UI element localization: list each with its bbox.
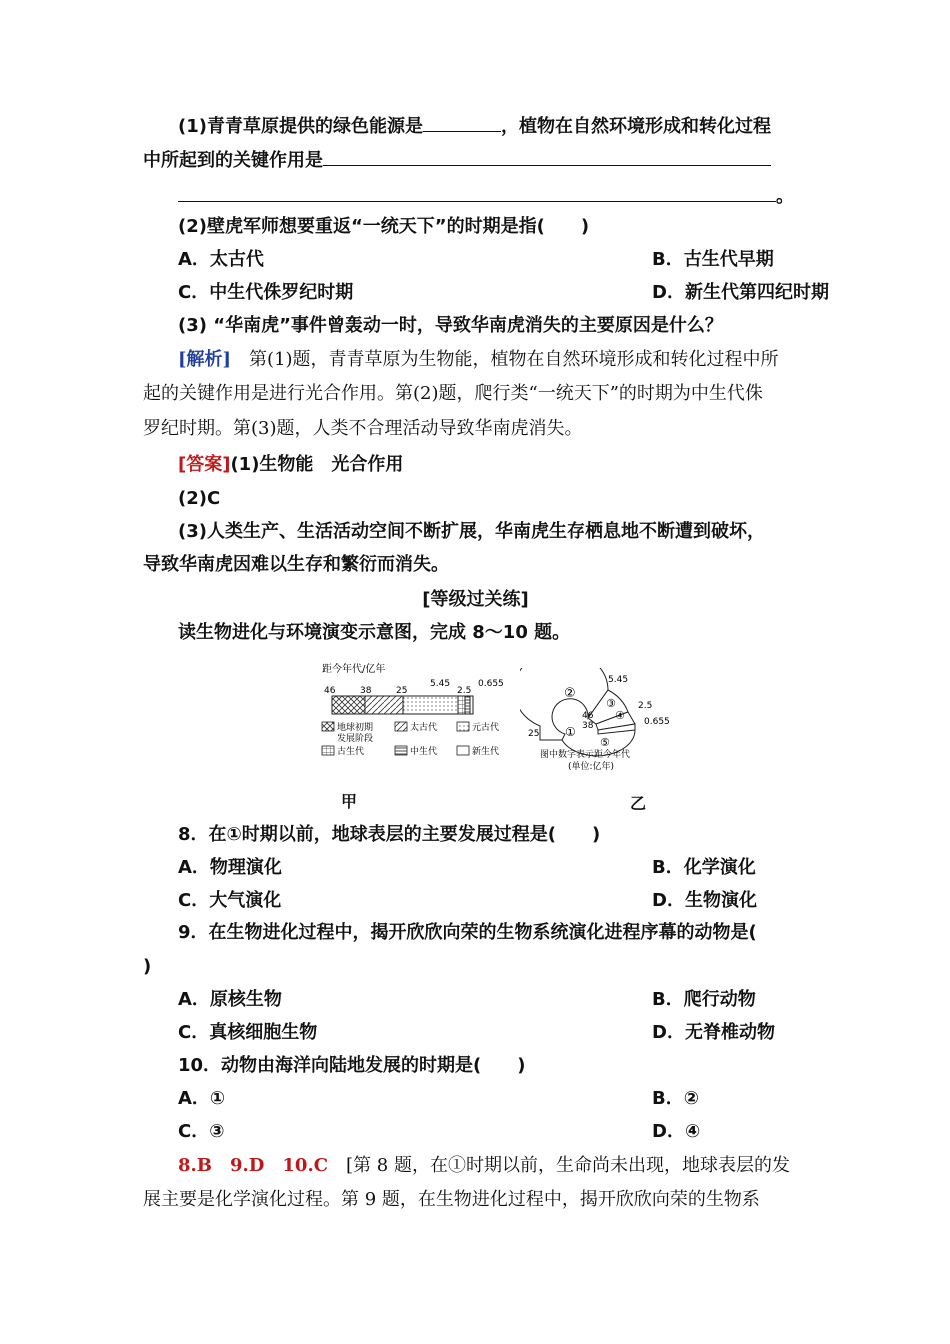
jia-legend — [322, 721, 499, 757]
q1-text: (1)青青草原提供的绿色能源是 — [178, 116, 423, 137]
answer-text: (1)生物能 光合作用 — [230, 454, 404, 475]
yi-num-38: 38 — [582, 721, 594, 731]
q8-options-row1 — [178, 855, 808, 881]
q1-text: 。 — [776, 186, 794, 207]
q1-line2 — [143, 147, 808, 174]
jia-tick-46: 46 — [324, 686, 336, 696]
yi-circled-4: ④ — [615, 709, 625, 722]
q2-option-a[interactable]: A．太古代 — [178, 249, 264, 270]
q8-stem: 8．在①时期以前，地球表层的主要发展过程是( ) — [178, 824, 601, 845]
answers2-line2: 展主要是化学演化过程。第 9 题，在生物进化过程中，揭开欣欣向荣的生物系 — [143, 1189, 760, 1210]
legend-early-2: 发展阶段 — [337, 734, 374, 744]
q10-stem: 10．动物由海洋向陆地发展的时期是( ) — [178, 1055, 526, 1076]
answer-line4: 导致华南虎因难以生存和繁衍而消失。 — [143, 554, 449, 575]
q10-option-c[interactable]: C．③ — [178, 1121, 225, 1142]
figure-jia-timeline — [318, 660, 538, 770]
q8-option-c[interactable]: C．大气演化 — [178, 890, 282, 911]
jia-title: 距今年代/亿年 — [322, 664, 386, 675]
yi-circled-5: ⑤ — [600, 736, 610, 749]
answer-blank — [323, 147, 771, 166]
legend-swatch-paleozoic — [322, 746, 334, 755]
jia-bar — [332, 696, 473, 714]
q9-stem-line2: ) — [143, 956, 152, 977]
legend-swatch-proterozoic — [457, 722, 469, 731]
yi-num-46: 46 — [582, 711, 594, 721]
jia-tick-38: 38 — [360, 686, 372, 696]
yi-num-25: 25 — [528, 729, 540, 739]
q9-option-b[interactable]: B．爬行动物 — [652, 989, 756, 1010]
answer-blank — [178, 183, 776, 202]
q1-line3 — [178, 183, 808, 210]
q2-stem: (2)壁虎军师想要重返“一统天下”的时期是指( ) — [178, 216, 590, 237]
q9-options-row1 — [178, 987, 808, 1013]
q2-option-b[interactable]: B．古生代早期 — [652, 249, 774, 270]
figure-yi-caption: 乙 — [630, 794, 647, 813]
jia-tick-0.655: 0.655 — [478, 679, 504, 689]
jia-tick-5.45: 5.45 — [430, 679, 451, 689]
figure-jia-caption: 甲 — [341, 792, 358, 811]
q2-options-row2 — [178, 280, 829, 306]
legend-early-1: 地球初期 — [337, 723, 374, 733]
figure-yi-spiral — [520, 668, 690, 778]
answer-line1 — [178, 452, 808, 478]
yi-circled-2: ② — [564, 686, 576, 701]
answers2-line1 — [178, 1153, 808, 1179]
jia-seg-mesozoic — [465, 696, 470, 714]
yi-circled-3: ③ — [606, 697, 616, 710]
analysis-line1 — [178, 347, 808, 373]
q9-stem-line1: 9．在生物进化过程中，揭开欣欣向荣的生物系统演化进程序幕的动物是( — [178, 922, 757, 943]
q10-options-row2 — [178, 1119, 808, 1145]
q10-options-row1 — [178, 1086, 808, 1112]
jia-seg-early-earth — [332, 696, 365, 714]
q9-options-row2 — [178, 1020, 808, 1046]
legend-paleozoic: 古生代 — [337, 747, 365, 757]
jia-seg-cenozoic — [470, 696, 473, 714]
q1-text: ，植物在自然环境形成和转化过程 — [500, 116, 771, 137]
q2-option-d[interactable]: D．新生代第四纪时期 — [652, 282, 829, 303]
q8-option-d[interactable]: D．生物演化 — [652, 890, 757, 911]
q1-line1 — [178, 113, 808, 140]
analysis-line2: 起的关键作用是进行光合作用。第(2)题，爬行类“一统天下”的时期为中生代侏 — [143, 383, 763, 404]
q10-option-d[interactable]: D．④ — [652, 1121, 701, 1142]
yi-num-5.45: 5.45 — [608, 675, 629, 685]
jia-seg-proterozoic — [403, 696, 458, 714]
q3-stem: (3) “华南虎”事件曾轰动一时，导致华南虎消失的主要原因是什么？ — [178, 315, 723, 336]
legend-swatch-archean — [395, 722, 407, 731]
q8-option-a[interactable]: A．物理演化 — [178, 857, 282, 878]
analysis-tag: [解析] — [178, 349, 232, 370]
analysis-text: 第(1)题，青青草原为生物能，植物在自然环境形成和转化过程中所 — [231, 349, 779, 370]
yi-note-1: 图中数字表示距今年代 — [540, 750, 631, 760]
section-title: [等级过关练] — [422, 589, 529, 610]
q2-options-row1 — [178, 247, 808, 273]
q10-option-a[interactable]: A．① — [178, 1088, 226, 1109]
jia-seg-archean — [365, 696, 403, 714]
jia-seg-paleozoic — [458, 696, 465, 714]
answer-tag: [答案] — [178, 454, 231, 475]
yi-circled-1: ① — [565, 725, 576, 739]
q2-option-c[interactable]: C．中生代侏罗纪时期 — [178, 282, 354, 303]
yi-num-2.5: 2.5 — [638, 701, 653, 711]
q1-text: 中所起到的关键作用是 — [143, 150, 323, 171]
legend-cenozoic: 新生代 — [472, 747, 500, 757]
answers2-text: [第 8 题，在①时期以前，生命尚未出现，地球表层的发 — [328, 1155, 790, 1176]
legend-swatch-early — [322, 722, 334, 731]
q8-option-b[interactable]: B．化学演化 — [652, 857, 756, 878]
q10-option-b[interactable]: B．② — [652, 1088, 699, 1109]
legend-swatch-cenozoic — [457, 746, 469, 755]
answer-line3: (3)人类生产、生活活动空间不断扩展，华南虎生存栖息地不断遭到破坏， — [178, 521, 765, 542]
q9-option-a[interactable]: A．原核生物 — [178, 989, 282, 1010]
q8-options-row2 — [178, 888, 808, 914]
legend-archean: 太古代 — [410, 723, 438, 733]
jia-tick-2.5: 2.5 — [457, 686, 472, 696]
analysis-line3: 罗纪时期。第(3)题，人类不合理活动导致华南虎消失。 — [143, 418, 583, 439]
q9-option-c[interactable]: C．真核细胞生物 — [178, 1022, 318, 1043]
q9-option-d[interactable]: D．无脊椎动物 — [652, 1022, 775, 1043]
legend-mesozoic: 中生代 — [410, 747, 438, 757]
answers2-keys: 8.B 9.D 10.C — [178, 1155, 329, 1176]
yi-note-2: (单位:亿年) — [568, 762, 615, 772]
jia-tick-25: 25 — [396, 686, 408, 696]
legend-swatch-mesozoic — [395, 746, 407, 755]
yi-num-0.655: 0.655 — [644, 717, 670, 727]
answer-line2: (2)C — [178, 488, 221, 509]
answer-blank — [423, 113, 501, 132]
section-intro: 读生物进化与环境演变示意图，完成 8～10 题。 — [178, 622, 571, 643]
legend-proterozoic: 元古代 — [472, 723, 500, 733]
